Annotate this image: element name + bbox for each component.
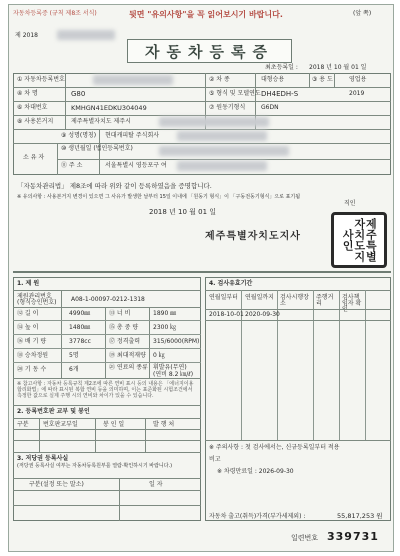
spec-label-2: ⑰ 정격출력 — [109, 338, 141, 345]
model-label: ④ 차 명 — [17, 90, 38, 97]
redacted-base — [159, 117, 269, 127]
base-value: 제주특별자치도 제주시 — [71, 118, 131, 125]
inspection-col-from: 연월일부터 — [209, 294, 238, 301]
model-value: G80 — [71, 90, 86, 98]
address-value: 서울특별시 영등포구 여 — [105, 162, 167, 169]
use-label: ③ 용 도 — [312, 76, 333, 83]
mortgage-col-2: 일 자 — [149, 481, 163, 488]
owner-value: 현대캐피탈 주식회사 — [105, 132, 160, 139]
official-seal — [331, 212, 387, 268]
inspection-col-place: 검사시행장소 — [280, 294, 309, 307]
inspection-first-from: 2018-10-01 — [209, 311, 244, 318]
reissue-col-1: 구분 — [17, 421, 29, 428]
price-value: 55,817,253 원 — [337, 512, 383, 520]
spec-label: ⑫ 길 이 — [17, 310, 39, 317]
use-value: 영업용 — [349, 76, 367, 83]
redacted-owner-id — [159, 146, 289, 156]
page-title: 자동차등록증 — [127, 39, 292, 63]
reissue-title: 2. 등록번호판 교부 및 봉인 — [17, 408, 90, 415]
price-label: 자동차 출고(취득)가격(부가세제외) : — [209, 513, 306, 520]
mortgage-text: (저당권 등록사실 여부는 자동차등록원부를 열람·확인하시기 바랍니다.) — [17, 463, 173, 469]
page-indicator: (앞 쪽) — [353, 10, 372, 17]
spec-value: 5명 — [69, 352, 79, 359]
address-label: ⑪ 주 소 — [61, 162, 83, 169]
reissue-col-2: 번호판교부일 — [43, 421, 78, 428]
reg-no-label: ① 자동차등록번호 — [17, 76, 65, 83]
type-value: 대형승용 — [261, 76, 285, 83]
spec-no-label: 제원관리번호 (형식승인번호) — [17, 293, 57, 306]
registration-certificate — [8, 4, 394, 552]
spec-row — [13, 349, 201, 363]
owner-side-label: 소 유 자 — [23, 154, 45, 161]
first-reg-date: 2018 년 10 월 01 일 — [309, 64, 367, 71]
vin-label: ⑥ 차대번호 — [17, 104, 48, 111]
inspection-col-to: 연월일까지 — [245, 294, 274, 301]
redacted-address — [177, 161, 267, 171]
specs-rows — [13, 307, 201, 378]
spec-value-2: 1890 ㎜ — [153, 310, 177, 317]
inspection-col-inspector: 검사책임자 확인 — [342, 294, 362, 313]
inspection-title: 4. 검사유효기간 — [209, 280, 253, 287]
specs-note: ※ 참고사항 : 자동차 등록규칙 제2조에 따른 연비 표시 등의 내용은 「에너지이용 합리화법」에 따라 표시된 복합 연비 등을 의미하며, 이는 표준화된 시험조건에서 측정한 값으로 실제 주행 시의 연비와 차이가 있을 수 있습니다. — [17, 381, 194, 399]
seal-label: 직인 — [344, 200, 356, 207]
inspection-remarks: ※ 주의사항 : 첫 검사에서는, 신규등록일부터 적용 — [209, 444, 340, 451]
spec-value: 4990㎜ — [69, 310, 91, 317]
inspection-first-to: 2020-09-30 — [245, 311, 280, 318]
vin-value: KMHGN41EDKU304049 — [71, 104, 147, 112]
owner-id-label: ⑩ 생년월일 (법인등록번호) — [61, 145, 133, 152]
mortgage-col-1: 구분(설정 또는 말소) — [29, 481, 84, 488]
specs-title: 1. 제 원 — [17, 280, 40, 287]
spec-value-2: 315/6000(RPM) — [153, 338, 200, 345]
spec-label: ⑱ 승차정원 — [17, 352, 49, 359]
owner-label: ⑨ 성명(명칭) — [61, 132, 97, 139]
cert-note: ※ 유의사항 : 사용본거지 변경이 있으면 그 사유가 발생한 날부터 15일 이내에 「원동기 형식」이 「구동전동기형식」으로 표기됨 — [17, 194, 301, 200]
cert-date: 2018 년 10 월 01 일 — [149, 208, 217, 216]
issuer-name: 제주특별자치도지사 — [205, 231, 301, 242]
spec-row — [13, 321, 201, 335]
spec-label-2: ⑬ 너 비 — [109, 310, 131, 317]
spec-label: ⑳ 기 동 수 — [17, 366, 47, 373]
spec-label: ⑭ 높 이 — [17, 324, 39, 331]
spec-no-value: A08-1-00097-0212-1318 — [71, 296, 145, 303]
spec-value: 1480㎜ — [69, 324, 91, 331]
year-label: ⑤ 형식 및 모델연도 — [209, 90, 261, 97]
spec-value-2: 0 ㎏ — [153, 352, 165, 359]
spec-row — [13, 307, 201, 321]
base-label: ⑧ 사용본거지 — [17, 118, 54, 125]
spec-label-2: ⑲ 최대적재량 — [109, 352, 146, 359]
serial-label: 일련번호 — [291, 534, 319, 542]
redacted-owner — [177, 131, 267, 141]
seal-text: 제주특별자치도지사인 — [341, 218, 378, 262]
fuel-efficiency: (연비 8.2 ㎞/ℓ) — [153, 371, 194, 378]
engine-value: G6DN — [261, 104, 279, 111]
engine-label: ⑦ 원동기형식 — [209, 104, 246, 111]
inspection-remarks-2: 비고 — [209, 456, 221, 463]
spec-value-2: 휘발유(무연) — [153, 364, 187, 371]
reissue-col-3: 봉 인 일 — [103, 421, 125, 428]
inspection-col-mileage: 주행거리 — [316, 294, 334, 307]
spec-label-2: ⑮ 총 중 량 — [109, 324, 139, 331]
serial-number: 339731 — [327, 530, 379, 543]
spec-row — [13, 335, 201, 349]
spec-row — [13, 363, 201, 378]
cert-statement: 「자동차관리법」 제8조에 따라 위와 같이 등록하였음을 증명합니다. — [17, 182, 212, 190]
mortgage-title: 3. 저당권 등록사실 — [17, 455, 69, 462]
spec-value-2: 2300 ㎏ — [153, 324, 177, 331]
reissue-col-4: 발 행 처 — [153, 421, 175, 428]
inspection-expiry: ※ 차령만료일 : 2026-09-30 — [217, 468, 294, 475]
redacted-number — [57, 30, 115, 40]
spec-value: 3778cc — [69, 338, 91, 345]
spec-value: 6개 — [69, 366, 79, 373]
spec-label: ⑯ 배 기 량 — [17, 338, 47, 345]
year-value: 2019 — [349, 90, 365, 97]
form-reference: 자동차등록증 (규칙 제8조 서식) — [13, 10, 97, 17]
redacted-reg-no — [93, 75, 173, 85]
type-label: ② 차 종 — [209, 76, 230, 83]
notice-main: 뒷면 "유의사항"을 꼭 읽어보시기 바랍니다. — [129, 10, 283, 19]
cert-number: 제 2018 — [15, 32, 38, 39]
spec-label-2: ㉑ 연료의 종류 — [109, 364, 148, 371]
year-model: DH4EDH-S — [261, 90, 299, 98]
first-reg-label: 최초등록일 : — [265, 64, 298, 71]
